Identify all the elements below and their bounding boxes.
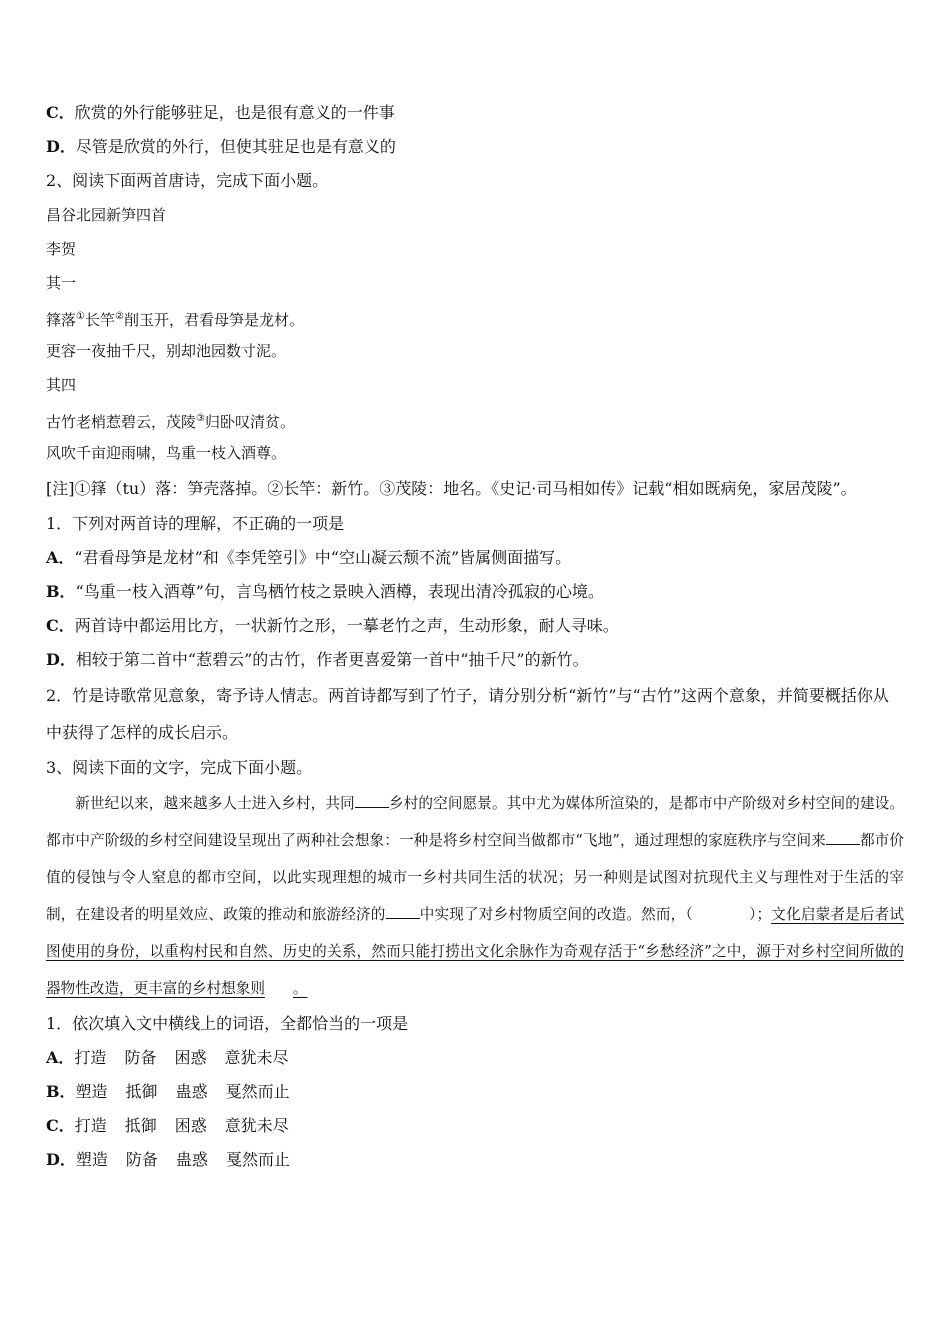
- option-word: 蛊惑: [175, 1150, 208, 1169]
- reading-passage: [46, 785, 904, 1007]
- document-page: [46, 96, 904, 1177]
- option-a: [46, 541, 904, 575]
- poem-title: 昌谷北园新笋四首: [46, 206, 167, 224]
- poem-text: 箨落: [46, 311, 77, 329]
- option-word: 戛然而止: [225, 1150, 290, 1169]
- option-letter: A．: [46, 1048, 75, 1067]
- option-word: 意犹未尽: [224, 1048, 289, 1067]
- poem-text: 长竿: [84, 311, 115, 329]
- question-stem: 2．竹是诗歌常见意象，寄予诗人情志。两首诗都写到了竹子，请分别分析“新竹”与“古竹”这两个意象，并简要概括你从中获得了怎样的成长启示。: [46, 686, 889, 742]
- poem-text: 古竹老梢惹碧云，茂陵: [46, 413, 197, 431]
- option-letter: D．: [46, 650, 76, 669]
- poem-text: 削玉开，君看母笋是龙材。: [123, 311, 304, 329]
- passage-text: 新世纪以来，越来越多人士进入乡村，共同: [75, 795, 355, 812]
- question-stem: 1．依次填入文中横线上的词语，全都恰当的一项是: [46, 1014, 409, 1033]
- option-word: 戛然而止: [225, 1082, 290, 1101]
- poem-line: [46, 300, 904, 334]
- poem-part-1-heading: 其一: [46, 274, 77, 292]
- passage-text: 乡村的空间愿景。其中尤为媒体所渲染的，是都市中产阶级对乡村空间的建设。都市中产阶级的乡村空间建设呈现出了两种社会想象：一种是将乡村空间当做都市“飞地”，通过理想的家庭秩序与空间来: [46, 795, 904, 849]
- option-word: 塑造: [75, 1082, 108, 1101]
- option-word: 蛊惑: [175, 1082, 208, 1101]
- fill-blank: [826, 830, 860, 845]
- option-word: 防备: [125, 1150, 158, 1169]
- option-letter: B．: [46, 582, 76, 601]
- option-letter: A．: [46, 548, 75, 567]
- fill-blank: [386, 904, 420, 919]
- passage-text: ）；: [748, 906, 772, 923]
- option-word: 困惑: [174, 1048, 207, 1067]
- passage-text: 。: [292, 980, 308, 997]
- footnote-mark: ③: [196, 413, 205, 424]
- poem-line: 更容一夜抽千尺，别却池园数寸泥。: [46, 342, 287, 360]
- option-word: 打造: [74, 1116, 107, 1135]
- question-2-intro: 2、阅读下面两首唐诗，完成下面小题。: [46, 171, 329, 190]
- option-text: “君看母笋是龙材”和《李凭箜引》中“空山凝云颓不流”皆属侧面描写。: [74, 548, 572, 567]
- footnote-mark: ②: [115, 311, 124, 322]
- option-c: [46, 96, 904, 130]
- poem-notes: [注]①箨（tu）落：笋壳落掉。②长竿：新竹。③茂陵：地名。《史记·司马相如传》记载“相如既病免，家居茂陵”。: [46, 479, 857, 498]
- option-letter: C．: [46, 1116, 75, 1135]
- option-word: 意犹未尽: [224, 1116, 289, 1135]
- poem-part-4-heading: 其四: [46, 376, 77, 394]
- option-b: [46, 575, 904, 609]
- poem-line: [46, 402, 904, 436]
- option-text: 尽管是欣赏的外行，但使其驻足也是有意义的: [75, 137, 396, 156]
- option-c: [46, 609, 904, 643]
- option-a: [46, 1041, 904, 1075]
- option-text: “鸟重一枝入酒尊”句，言鸟栖竹枝之景映入酒樽，表现出清冷孤寂的心境。: [75, 582, 604, 601]
- option-word: 防备: [124, 1048, 157, 1067]
- question-stem: 1．下列对两首诗的理解，不正确的一项是: [46, 514, 345, 533]
- option-text: 欣赏的外行能够驻足，也是很有意义的一件事: [74, 103, 395, 122]
- option-letter: D．: [46, 1150, 76, 1169]
- option-b: [46, 1075, 904, 1109]
- option-text: 两首诗中都运用比方，一状新竹之形，一摹老竹之声，生动形象，耐人寻味。: [74, 616, 619, 635]
- poem-text: 归卧叹清贫。: [204, 413, 295, 431]
- option-c: [46, 1109, 904, 1143]
- option-letter: C．: [46, 616, 75, 635]
- option-letter: B．: [46, 1082, 76, 1101]
- option-d: [46, 643, 904, 677]
- option-d: [46, 1143, 904, 1177]
- option-word: 抵御: [124, 1116, 157, 1135]
- footnote-mark: ①: [76, 311, 85, 322]
- option-word: 困惑: [174, 1116, 207, 1135]
- option-word: 打造: [74, 1048, 107, 1067]
- option-word: 抵御: [125, 1082, 158, 1101]
- underlined-text: 文化启蒙者是后者试图使用的身份，以重构村民和自然、历史的关系，然而只能打捞出文化余脉作为奇观存活于“乡愁经济”之中，源于对乡村空间所做的器物性改造，更丰富的乡村想象则: [46, 906, 905, 997]
- question-3-intro: 3、阅读下面的文字，完成下面小题。: [46, 758, 313, 777]
- option-letter: C．: [46, 103, 75, 122]
- poem-line: 风吹千亩迎雨啸，鸟重一枝入酒尊。: [46, 444, 287, 462]
- option-word: 塑造: [75, 1150, 108, 1169]
- fill-blank: [355, 793, 389, 808]
- option-text: 相较于第二首中“惹碧云”的古竹，作者更喜爱第一首中“抽千尺”的新竹。: [75, 650, 589, 669]
- option-d: [46, 130, 904, 164]
- passage-text: 都市价值的侵蚀与令人窒息的都市空间，以此实现理想的城市一乡村共同生活的状况；另一种则是试图对抗现代主义与理性对于生活的宰制，在建设者的明星效应、政策的推动和旅游经济的: [46, 832, 904, 923]
- option-letter: D．: [46, 137, 76, 156]
- poem-author: 李贺: [46, 240, 77, 258]
- passage-text: 中实现了对乡村物质空间的改造。然而，（: [419, 906, 693, 923]
